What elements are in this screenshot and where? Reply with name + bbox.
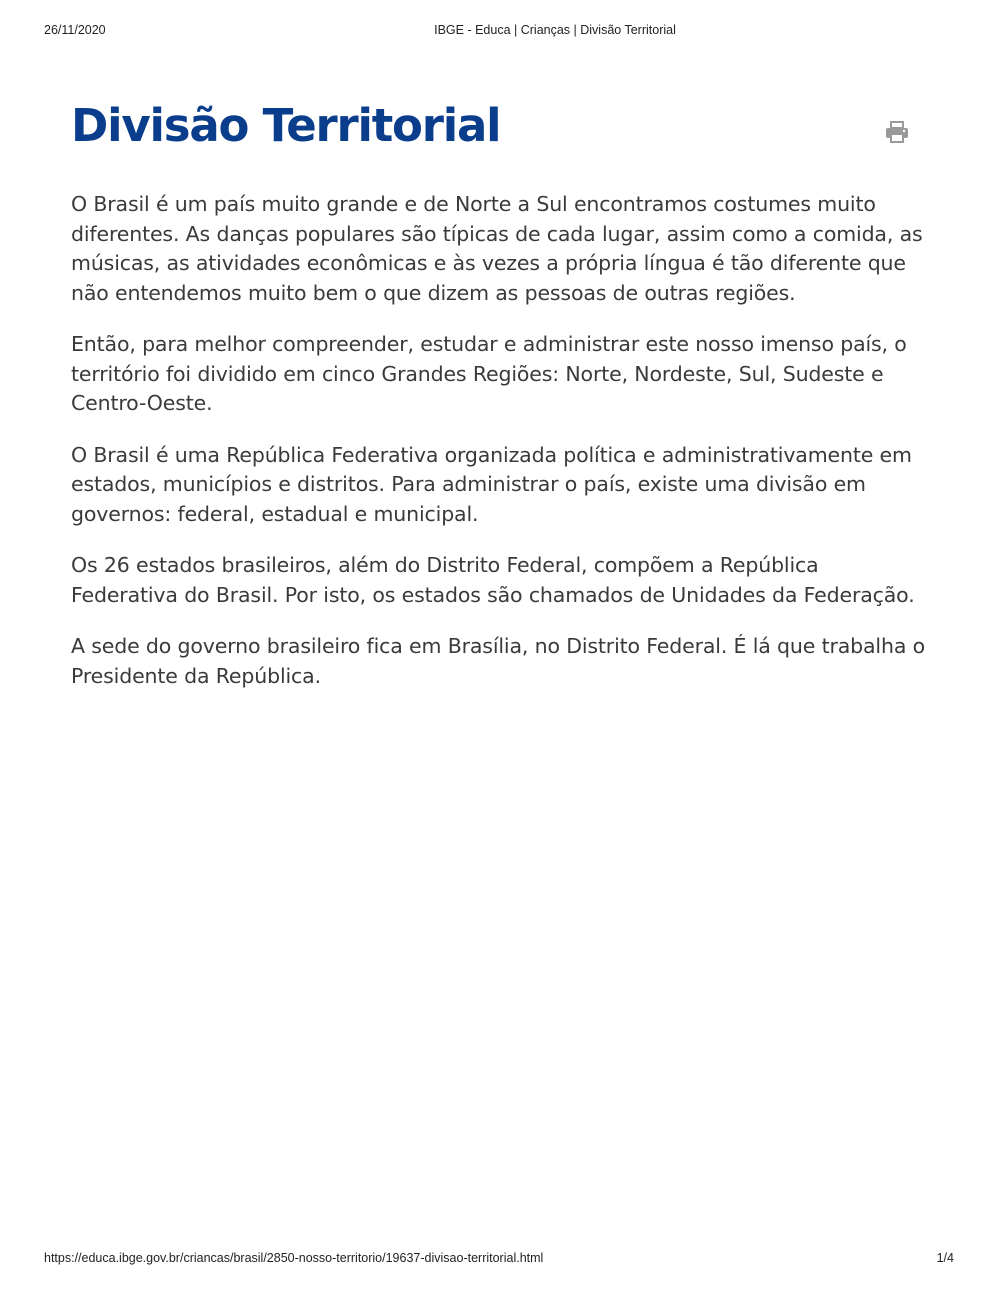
paragraph-2: Então, para melhor compreender, estudar e administrar este nosso imenso país, o território foi dividido em cinco Grandes Regiões: Norte, Nordeste, Sul, Sudeste e Centro-Oeste. [71,332,907,415]
paragraph-1: O Brasil é um país muito grande e de Norte a Sul encontramos costumes muito diferentes. As danças populares são típicas de cada lugar, assim como a comida, as músicas, as atividades econômicas e às vezes a própria língua é tão diferente que não entendemos muito bem o que dizem as pessoas de outras regiões. [71,192,923,305]
print-date: 26/11/2020 [44,23,106,37]
print-header [0,23,1000,39]
print-footer [0,1251,1000,1267]
page-number: 1/4 [936,1251,954,1265]
article-body [71,190,931,713]
paragraph-5: A sede do governo brasileiro fica em Brasília, no Distrito Federal. É lá que trabalha o Presidente da República. [71,634,925,688]
paragraph-3: O Brasil é uma República Federativa organizada política e administrativamente em estados, municípios e distritos. Para administrar o país, existe uma divisão em governos: federal, estadual e municipal. [71,442,912,526]
print-document-title: IBGE - Educa | Crianças | Divisão Territorial [434,23,676,37]
page-url: https://educa.ibge.gov.br/criancas/brasil/2850-nosso-territorio/19637-divisao-territorial.html [44,1251,544,1265]
print-button[interactable] [884,120,910,144]
printer-icon [884,120,910,144]
page-title: Divisão Territorial [71,99,501,152]
paragraph-4: Os 26 estados brasileiros, além do Distrito Federal, compõem a República Federativa do Brasil. Por isto, os estados são chamados de Unidades da Federação. [71,553,915,607]
